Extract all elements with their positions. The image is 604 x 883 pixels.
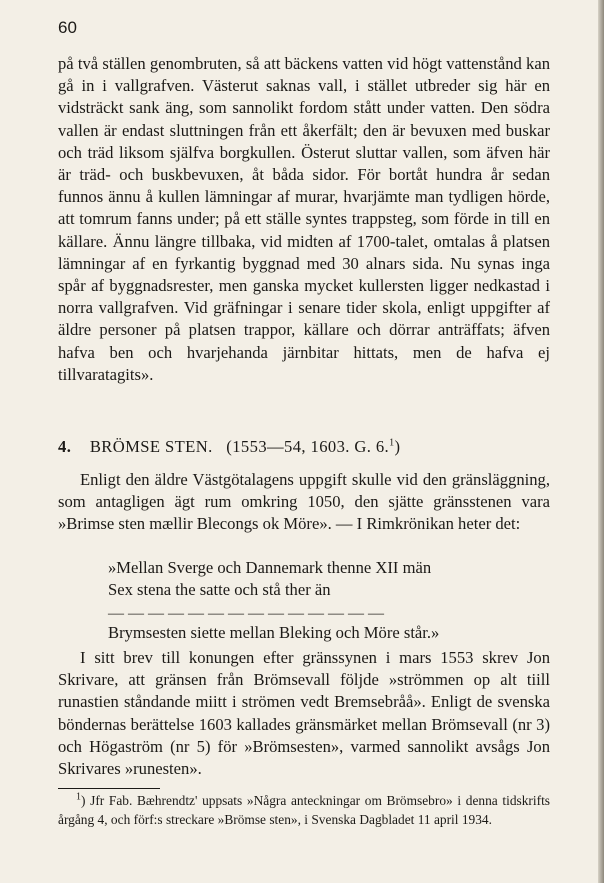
paragraph-block-2 [58, 469, 550, 536]
page-number: 60 [58, 18, 77, 37]
section-footnote-mark: 1 [389, 437, 395, 449]
verse-line-3: Brymsesten siette mellan Bleking och Möre står.» [108, 623, 440, 642]
verse-line-1: »Mellan Sverge och Dannemark thenne XII män [108, 558, 432, 577]
intro-paragraph-block [58, 53, 550, 386]
verse-ellipsis-dashes: — — — — — — — — — — — — — — [108, 605, 384, 622]
section-meta-close: ) [394, 437, 401, 456]
page-edge-shadow [598, 0, 604, 883]
footnote-mark: 1 [76, 791, 81, 803]
section-title: BRÖMSE STEN. [89, 437, 213, 456]
footnote-divider [58, 788, 160, 789]
paragraph-3: I sitt brev till konungen efter gränssynen i mars 1553 skrev Jon Skrivare, att gränsen från Brömsevall följde »strömmen op alt tiill runastien ståndande miitt i strömen vedt Bremsebråå». Enligt de svenska böndernas berättelse 1603 kallades gränsmärket mellan Brömsevall (nr 3) och Högaström (nr 5) för »Brömsesten», varmed sannolikt avsågs Jon Skrivares »runesten». [58, 648, 550, 779]
verse-quote-end [108, 622, 528, 644]
section-meta: (1553—54, 1603. G. 6. [226, 437, 390, 456]
intro-paragraph: på två ställen genombruten, så att bäckens vatten vid högt vattenstånd kan gå in i vallgrafven. Västerut saknas vall, i stället utbreder sig här en vidsträckt sank äng, som sannolikt fordom stått under vatten. Den södra vallen är endast sluttningen från ett åkerfält; den är bevuxen med buskar och träd liksom själfva borgkullen. Österut sluttar vallen, som äfven här är träd- och buskbevuxen, åt båda sidor. För bortåt hundra år sedan funnos ännu å kullen lämningar af murar, hvarjämte man tydligen hörde, att tomrum fanns under; på ett ställe syntes trappsteg, som förde in till en källare. Ännu längre tillbaka, vid midten af 1700-talet, omtalas å platsen lämningar af en fyrkantig byggnad med 30 alnars sida. Nu synas inga spår af byggnadsrester, men ganska mycket kullersten ligger nedkastad i norra vallgrafven. Vid gräfningar i senare tider skola, enligt uppgifter af äldre personer på platsen trappor, källare och dörrar anträffats; äfven hafva ben och hvarjehanda järnbitar hittats, men de hafva ej tillvaratagits». [58, 54, 550, 384]
section-heading [58, 437, 550, 457]
verse-line-2: Sex stena the satte och stå ther än [108, 580, 331, 600]
paragraph-2: Enligt den äldre Västgötalagens uppgift skulle vid den gränsläggning, som antagligen ägt rum omkring 1050, den sjätte gränsstenen vara »Brimse sten mællir Blecongs ok Möre». — I Rimkrönikan heter det: [58, 470, 550, 534]
footnote-text: ) Jfr Fab. Bæhrendtz' uppsats »Några anteckningar om Brömsebro» i denna tidskrifts årgång 4, och förf:s streckare »Brömse sten», i Svenska Dagbladet 11 april 1934. [58, 793, 550, 828]
section-number: 4. [58, 437, 72, 456]
verse-quote [108, 557, 528, 601]
paragraph-block-3 [58, 647, 550, 780]
footnote [58, 791, 550, 829]
